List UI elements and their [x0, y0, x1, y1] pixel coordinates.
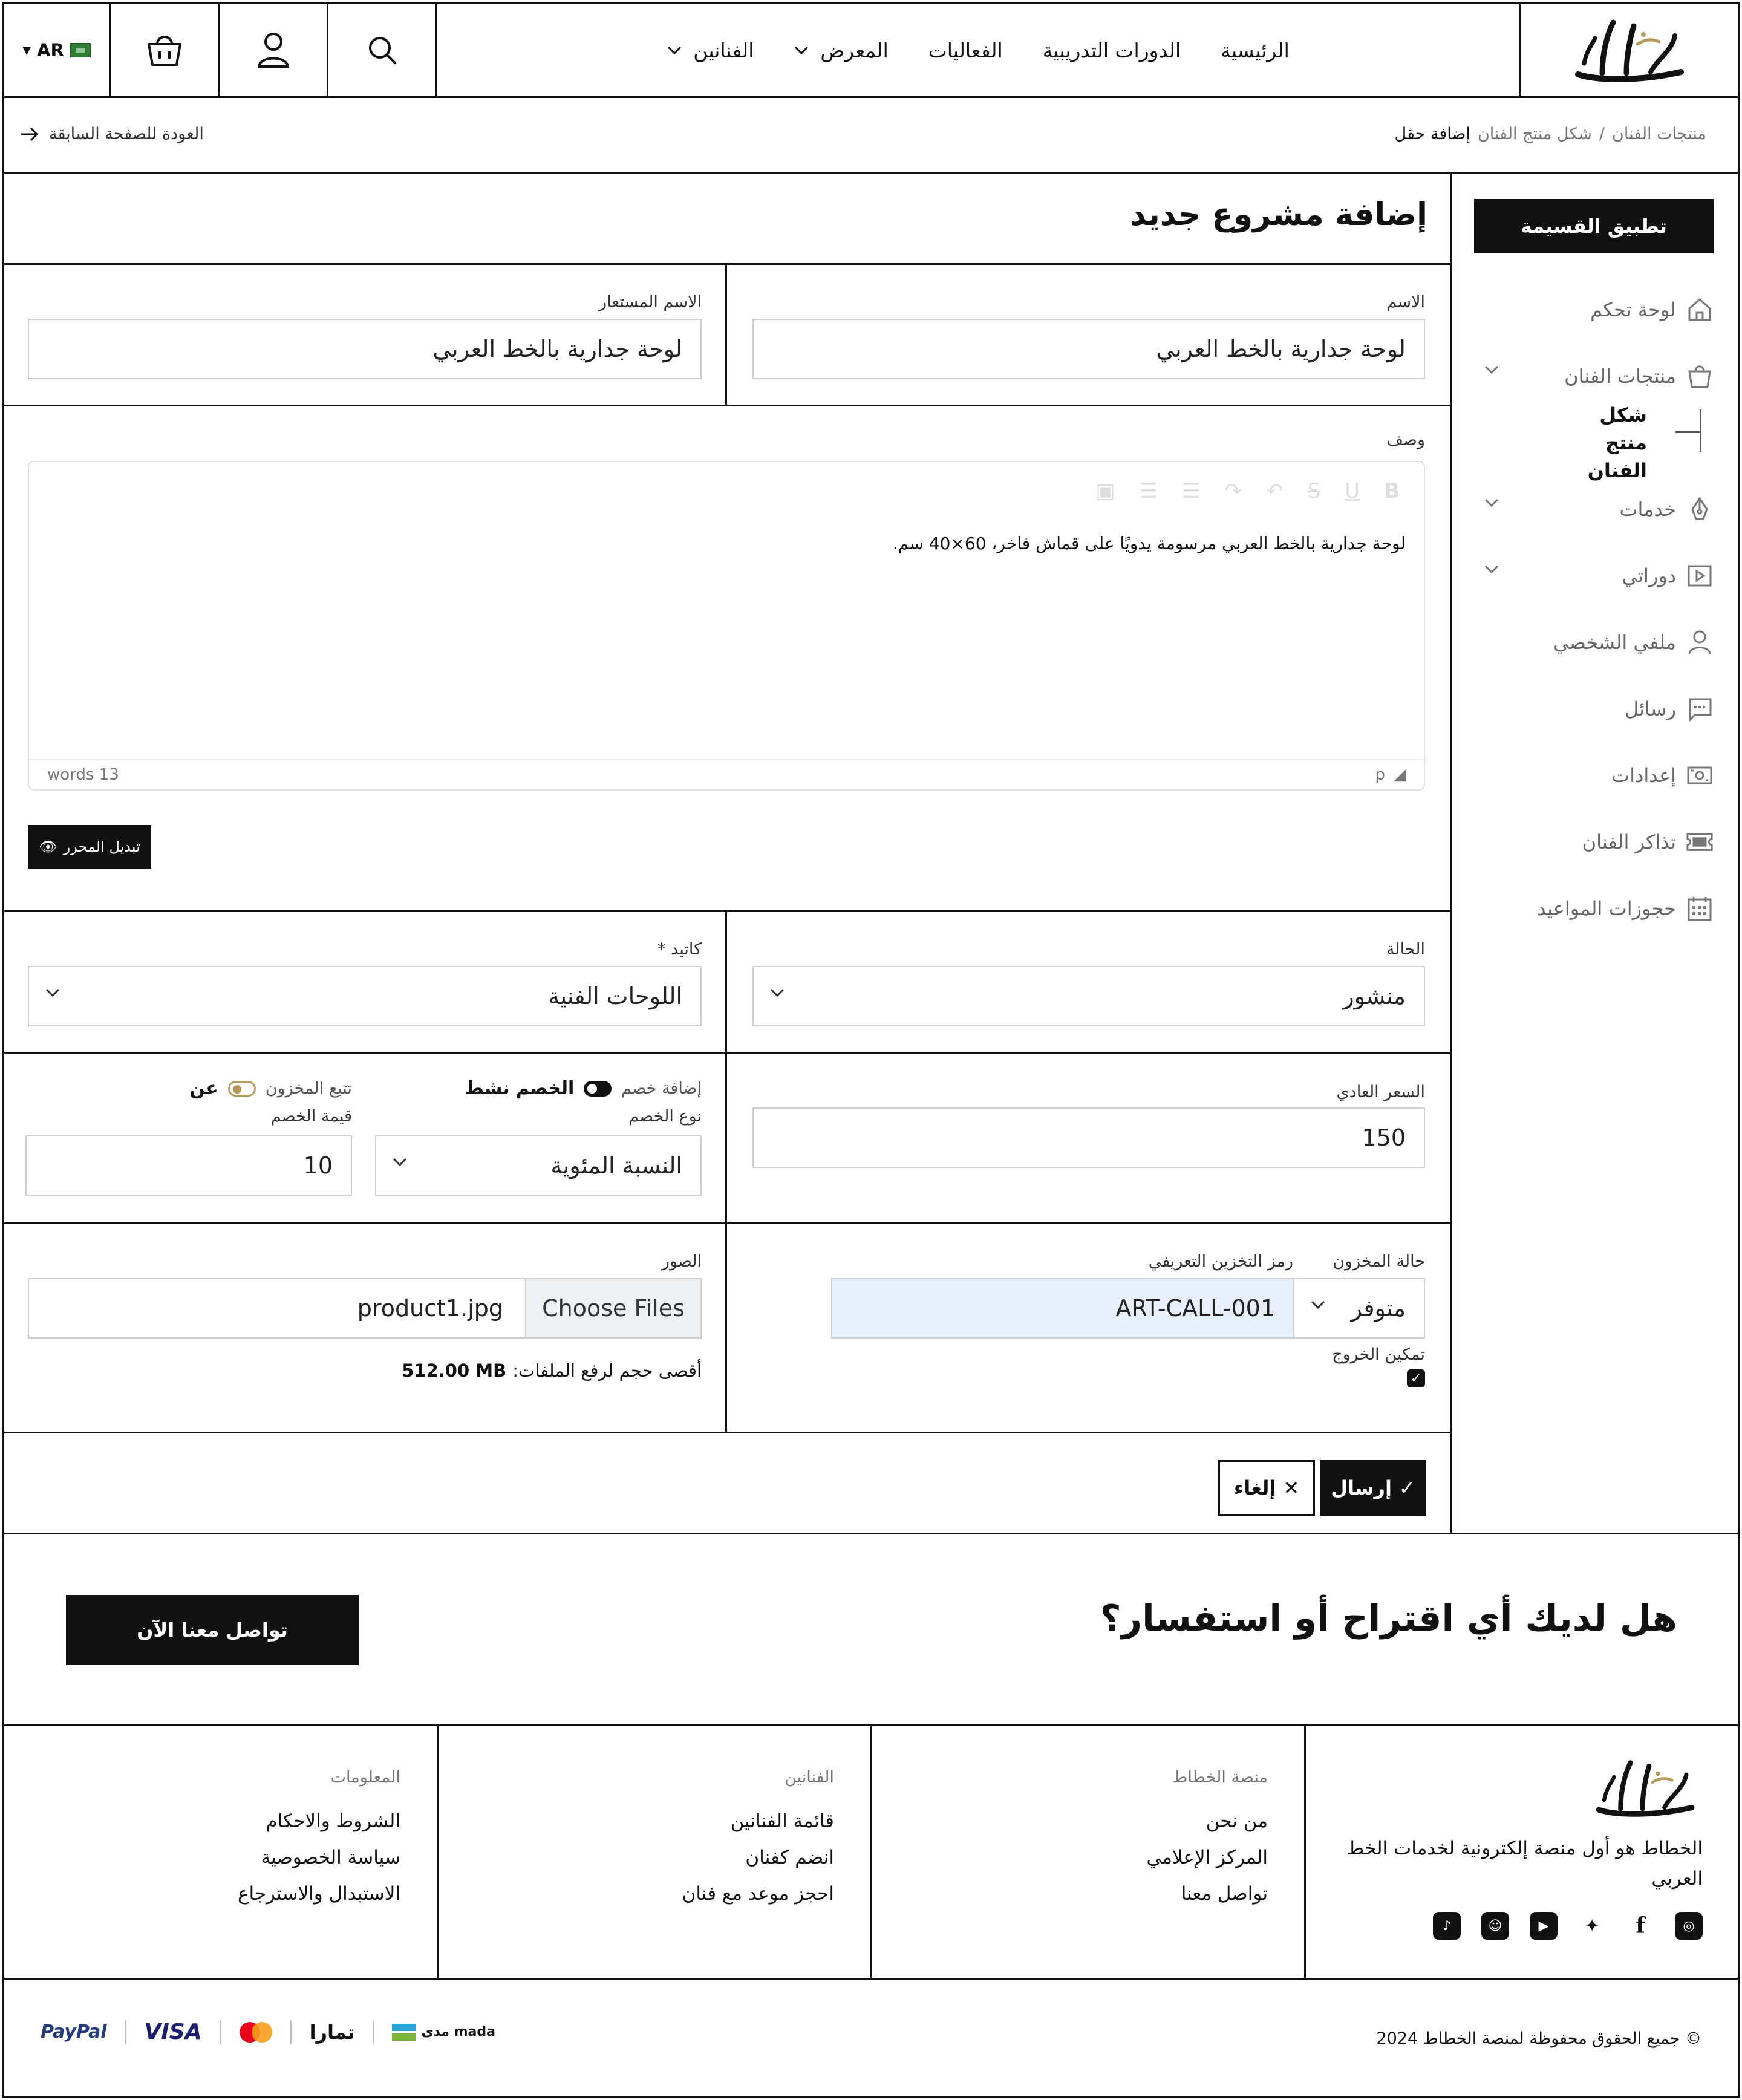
home-icon [1686, 296, 1714, 324]
checkout-label: تمكين الخروج [1332, 1345, 1425, 1364]
user-icon [256, 31, 290, 69]
site-footer [2, 1724, 1740, 1980]
footer-brand [1304, 1724, 1738, 1978]
chevron-down-icon [667, 45, 682, 55]
bullet-list-icon[interactable]: ☰ [1139, 479, 1158, 503]
instagram-icon[interactable]: ◎ [1675, 1912, 1703, 1940]
element-path[interactable]: p [1375, 766, 1385, 784]
mada-label: مدى mada [421, 2024, 495, 2040]
footer-link[interactable]: المركز الإعلامي [1146, 1847, 1268, 1868]
alias-field-group [2, 265, 727, 405]
chevron-down-icon [769, 988, 785, 997]
sidebar-item-settings[interactable] [1472, 742, 1714, 809]
file-input[interactable] [28, 1278, 702, 1339]
back-link[interactable] [20, 125, 204, 143]
breadcrumb-separator: / [1599, 125, 1605, 143]
footer-links [1146, 1803, 1268, 1912]
apply-coupon-label: تطبيق القسيمة [1521, 215, 1667, 238]
category-label: كاتيد * [657, 940, 702, 959]
form-row-description [2, 405, 1450, 910]
sidebar-item-label: خدمات [1619, 498, 1676, 521]
breadcrumb [1395, 125, 1706, 143]
nav-events-label: الفعاليات [928, 38, 1003, 62]
breadcrumb-item[interactable]: شكل منتج الفنان [1477, 125, 1592, 143]
max-size-label: أقصى حجم لرفع الملفات: [512, 1360, 702, 1381]
stock-status-value: متوفر [1351, 1295, 1406, 1322]
ticket-icon [1686, 828, 1714, 856]
bold-icon[interactable]: B [1384, 479, 1400, 503]
search-icon [366, 34, 399, 67]
sidebar-item-services[interactable] [1472, 476, 1714, 543]
saudi-flag-icon [70, 43, 91, 57]
name-field-group [727, 265, 1450, 405]
check-icon: ✓ [1398, 1476, 1415, 1499]
mada-stripes-icon [392, 2024, 416, 2041]
discount-add-label: إضافة خصم [621, 1079, 702, 1098]
track-stock-group [189, 1078, 352, 1099]
chevron-down-icon [1310, 1300, 1326, 1309]
contact-us-button[interactable] [66, 1595, 359, 1665]
images-label: الصور [661, 1252, 702, 1271]
redo-icon[interactable]: ↷ [1224, 479, 1242, 503]
toggle-editor-label: تبديل المحرر [63, 838, 140, 855]
tree-connector [1683, 409, 1701, 452]
submit-label: إرسال [1331, 1476, 1392, 1499]
chevron-down-icon[interactable] [1484, 498, 1499, 507]
language-code: AR [37, 40, 64, 60]
cart-button[interactable] [111, 4, 220, 96]
footer-link[interactable]: الشروط والاحكام [266, 1810, 400, 1832]
footer-heading: منصة الخطاط [1172, 1768, 1268, 1787]
cancel-label: إلغاء [1233, 1476, 1276, 1499]
footer-link[interactable]: احجز موعد مع فنان [682, 1883, 834, 1905]
social-links [1433, 1912, 1703, 1940]
caret-down-icon: ▼ [22, 44, 31, 57]
nav-gallery-label: المعرض [820, 38, 889, 62]
apply-coupon-button[interactable] [1474, 199, 1714, 253]
form-row-names [2, 263, 1450, 405]
paste-icon[interactable]: ▣ [1095, 479, 1115, 503]
status-select[interactable] [752, 966, 1425, 1026]
status-value: منشور [1343, 983, 1406, 1009]
price-value: 150 [1362, 1124, 1406, 1151]
undo-icon[interactable]: ↶ [1266, 479, 1284, 503]
stock-status-select[interactable] [1294, 1278, 1425, 1339]
breadcrumb-bar [2, 96, 1740, 174]
footer-link[interactable]: انضم كفنان [745, 1847, 834, 1868]
chevron-down-icon[interactable] [1484, 365, 1499, 374]
page-title: إضافة مشروع جديد [1130, 197, 1427, 233]
breadcrumb-current: إضافة حقل [1394, 125, 1470, 143]
chat-icon [1686, 695, 1714, 723]
form-row-stock-images [2, 1222, 1450, 1432]
dashboard-sidebar [1450, 174, 1738, 1534]
play-icon [1686, 562, 1714, 590]
form-row-actions [2, 1432, 1450, 1534]
discount-toggle[interactable] [584, 1081, 612, 1097]
sku-label: رمز التخزين التعريفي [1148, 1252, 1293, 1271]
close-icon: ✕ [1283, 1476, 1300, 1499]
chevron-down-icon [45, 988, 60, 997]
account-button[interactable] [220, 4, 328, 96]
discount-toggle-group [465, 1078, 702, 1099]
sidebar-item-label: لوحة تحكم [1590, 298, 1676, 321]
footer-link[interactable]: سياسة الخصوصية [261, 1847, 400, 1868]
sidebar-item-label: تذاكر الفنان [1582, 830, 1676, 853]
editor-status-bar [29, 759, 1424, 789]
stock-status-label: حالة المخزون [1333, 1252, 1425, 1271]
track-stock-label: تتبع المخزون [265, 1079, 352, 1098]
choose-files-button[interactable] [525, 1279, 700, 1337]
underline-icon[interactable]: U [1345, 479, 1360, 503]
logo-calligraphy-icon [1566, 14, 1693, 86]
editor-toolbar [1096, 479, 1400, 503]
stock-field-group [727, 1224, 1450, 1432]
nav-events[interactable] [928, 39, 1003, 62]
choose-files-label: Choose Files [542, 1295, 685, 1322]
sku-value: ART-CALL-001 [1115, 1295, 1275, 1322]
calendar-icon [1686, 895, 1714, 922]
sidebar-menu [1472, 276, 1714, 942]
price-label: السعر العادي [1336, 1083, 1425, 1101]
category-select[interactable] [28, 966, 702, 1026]
track-stock-value: عن [189, 1078, 218, 1099]
footer-column-artists [437, 1724, 870, 1978]
resize-handle-icon[interactable]: ◢ [1394, 766, 1406, 784]
footer-link[interactable]: من نحن [1205, 1810, 1268, 1832]
cta-title: هل لديك أي اقتراح أو استفسار؟ [1100, 1597, 1677, 1640]
back-link-label: العودة للصفحة السابقة [49, 125, 204, 143]
sidebar-item-label: دوراتي [1622, 564, 1676, 587]
sidebar-item-dashboard[interactable] [1472, 276, 1714, 343]
sidebar-item-messages[interactable] [1472, 676, 1714, 742]
contact-us-label: تواصل معنا الآن [137, 1619, 288, 1642]
rich-text-editor[interactable] [28, 461, 1425, 791]
footer-link[interactable]: قائمة الفنانين [730, 1810, 834, 1832]
footer-link[interactable]: الاستبدال والاسترجاع [237, 1883, 400, 1905]
nav-gallery[interactable] [794, 39, 888, 62]
description-label: وصف [1386, 431, 1425, 449]
visa-logo: VISA [144, 2020, 202, 2044]
category-value: اللوحات الفنية [548, 983, 682, 1009]
numbered-list-icon[interactable]: ☰ [1182, 479, 1201, 503]
price-input[interactable] [752, 1107, 1425, 1168]
main-area [2, 174, 1740, 1534]
footer-links [682, 1803, 834, 1912]
divider [220, 2020, 221, 2044]
search-button[interactable] [328, 4, 437, 96]
mada-logo [392, 2024, 495, 2041]
paypal-logo: PayPal [41, 2021, 107, 2043]
divider [125, 2020, 126, 2044]
chevron-down-icon [794, 45, 809, 55]
sidebar-subitem-label: شكل منتج الفنان [1587, 403, 1647, 482]
facebook-icon[interactable]: f [1626, 1912, 1654, 1940]
arrow-right-icon [20, 126, 39, 142]
sidebar-item-label: رسائل [1624, 697, 1676, 720]
name-label: الاسم [1386, 293, 1425, 311]
discount-type-value: النسبة المئوية [550, 1152, 682, 1179]
chevron-down-icon [392, 1157, 408, 1167]
chevron-down-icon[interactable] [1484, 564, 1499, 574]
sidebar-item-label: حجوزات المواعيد [1537, 897, 1676, 920]
nav-courses-label: الدورات التدريبية [1042, 38, 1181, 62]
alias-input[interactable] [28, 319, 702, 379]
nav-home-label: الرئيسية [1221, 38, 1290, 62]
sidebar-item-label: ملفي الشخصي [1553, 631, 1676, 654]
nav-courses[interactable] [1043, 39, 1181, 62]
category-field-group [2, 912, 727, 1052]
editor-path [1375, 766, 1406, 784]
strikethrough-icon[interactable]: S [1307, 479, 1321, 503]
language-switcher[interactable] [4, 4, 111, 96]
checkout-checkbox[interactable]: ✓ [1407, 1369, 1425, 1388]
discount-value-label: قيمة الخصم [270, 1107, 352, 1126]
discount-value-input[interactable] [25, 1135, 352, 1196]
divider [373, 2020, 374, 2044]
sku-input[interactable] [831, 1278, 1294, 1339]
track-stock-toggle[interactable] [228, 1081, 256, 1097]
max-size-value: 512.00 MB [402, 1360, 507, 1381]
cancel-button[interactable] [1218, 1460, 1315, 1516]
logo-calligraphy-icon [1588, 1755, 1703, 1821]
footer-heading: المعلومات [330, 1768, 400, 1787]
toggle-editor-button[interactable] [28, 825, 151, 869]
sidebar-subitem-product-form[interactable] [1472, 403, 1714, 482]
form-row-pricing [2, 1052, 1450, 1222]
sidebar-item-profile[interactable] [1472, 609, 1714, 676]
copyright: © جميع الحقوق محفوظة لمنصة الخطاط 2024 [1376, 2029, 1701, 2048]
file-name: product1.jpg [357, 1295, 503, 1322]
form-row-status [2, 910, 1450, 1052]
site-header [2, 2, 1740, 98]
sidebar-item-label: منتجات الفنان [1564, 365, 1676, 388]
discount-field-group [2, 1054, 727, 1222]
twitter-icon[interactable]: ✦ [1578, 1912, 1606, 1940]
submit-button[interactable] [1320, 1460, 1426, 1516]
name-input[interactable] [752, 319, 1425, 379]
bag-icon [1686, 362, 1714, 390]
alias-label: الاسم المستعار [599, 293, 702, 311]
word-count: words 13 [47, 766, 119, 784]
snapchat-icon[interactable]: ☺ [1481, 1912, 1509, 1940]
nav-artists-label: الفنانين [693, 38, 754, 62]
price-field-group [727, 1054, 1450, 1222]
images-field-group [2, 1224, 727, 1432]
mastercard-logo [240, 2022, 272, 2043]
footer-heading: الفنانين [785, 1768, 834, 1787]
tiktok-icon[interactable]: ♪ [1433, 1912, 1461, 1940]
sidebar-item-my-courses[interactable] [1472, 543, 1714, 609]
sidebar-item-appointments[interactable] [1472, 875, 1714, 942]
footer-column-info [4, 1724, 437, 1978]
tamara-logo: تمارا [309, 2020, 355, 2044]
logo[interactable] [1519, 4, 1738, 96]
status-field-group [727, 912, 1450, 1052]
discount-type-label: نوع الخصم [628, 1107, 702, 1126]
breadcrumb-item[interactable]: منتجات الفنان [1611, 125, 1706, 143]
footer-column-platform [870, 1724, 1304, 1978]
description-text: لوحة جدارية بالخط العربي مرسومة يدويًا على قماش فاخر، 60×40 سم. [892, 533, 1406, 553]
footer-logo[interactable] [1588, 1755, 1703, 1824]
footer-bottom-bar [2, 1978, 1740, 2098]
status-label: الحالة [1386, 940, 1425, 959]
user-icon [1686, 628, 1714, 656]
eye-icon: 👁 [39, 838, 57, 855]
nav-artists[interactable] [667, 39, 754, 62]
discount-value: 10 [303, 1152, 333, 1179]
sidebar-item-artist-products[interactable] [1472, 343, 1714, 409]
divider [290, 2020, 292, 2044]
sidebar-item-label: إعدادات [1611, 764, 1676, 787]
discount-type-select[interactable] [375, 1135, 702, 1196]
footer-description: الخطاط هو أول منصة إلكترونية لخدمات الخط العربي [1346, 1838, 1703, 1890]
settings-icon [1686, 761, 1714, 789]
main-nav [437, 4, 1519, 96]
payment-methods [41, 2020, 495, 2044]
discount-active-label: الخصم نشط [465, 1078, 575, 1099]
max-upload-size [402, 1360, 702, 1381]
pen-nib-icon [1686, 495, 1714, 523]
footer-link[interactable]: تواصل معنا [1181, 1883, 1268, 1905]
alias-value: لوحة جدارية بالخط العربي [432, 336, 682, 362]
form-content [2, 174, 1450, 1534]
cart-icon [146, 33, 183, 67]
youtube-icon[interactable]: ▶ [1530, 1912, 1558, 1940]
nav-home[interactable] [1221, 39, 1290, 62]
name-value: لوحة جدارية بالخط العربي [1156, 336, 1406, 362]
contact-cta [2, 1533, 1740, 1726]
footer-links [238, 1803, 400, 1912]
sidebar-item-artist-tickets[interactable] [1472, 809, 1714, 875]
